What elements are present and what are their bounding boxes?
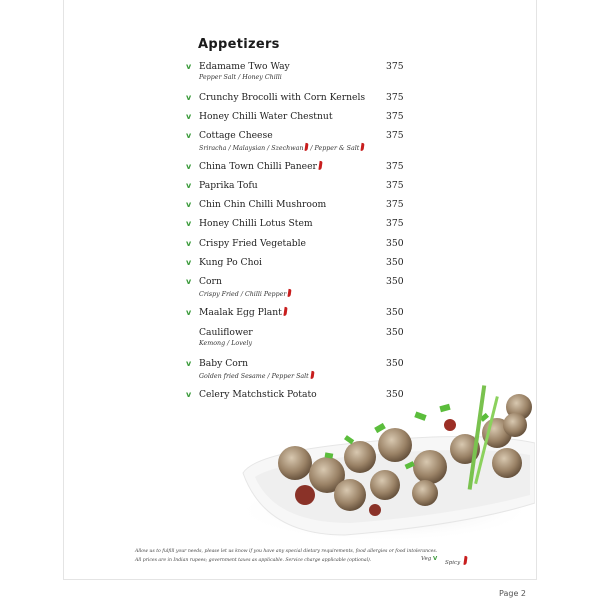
veg-icon: v xyxy=(186,181,192,190)
item-options-part: / Pepper & Salt xyxy=(308,145,360,152)
item-name: Edamame Two Way xyxy=(199,61,290,72)
veg-icon: v xyxy=(186,239,192,248)
item-options xyxy=(199,143,364,152)
veg-icon: v xyxy=(186,93,192,102)
veg-icon: v xyxy=(186,359,192,368)
item-name: China Town Chilli Paneer xyxy=(199,161,317,172)
legend-spicy-label: Spicy xyxy=(445,560,461,566)
item-price: 375 xyxy=(386,180,404,191)
veg-icon: v xyxy=(186,162,192,171)
veg-icon: v xyxy=(186,200,192,209)
item-options-text: Crispy Fried / Chilli Pepper xyxy=(199,291,287,298)
item-options-part: Sriracha / Malaysian / Szechwan xyxy=(199,145,304,152)
legend-veg xyxy=(421,556,437,562)
item-options-text: Golden fried Sesame / Pepper Salt xyxy=(199,373,309,380)
item-options xyxy=(199,371,314,380)
item-name: Maalak Egg Plant xyxy=(199,307,282,318)
dish-photo xyxy=(235,385,535,545)
item-name: Cauliflower xyxy=(199,327,253,338)
item-name: Honey Chilli Lotus Stem xyxy=(199,218,313,229)
section-title: Appetizers xyxy=(198,37,280,52)
item-price: 375 xyxy=(386,61,404,72)
item-price: 375 xyxy=(386,161,404,172)
item-name: Crispy Fried Vegetable xyxy=(199,238,306,249)
veg-icon: v xyxy=(186,308,192,317)
item-price: 350 xyxy=(386,257,404,268)
page-number: Page 2 xyxy=(499,589,526,598)
veg-legend-icon: V xyxy=(433,556,438,562)
legend-spicy xyxy=(445,556,467,566)
veg-icon: v xyxy=(186,112,192,121)
item-name: Chin Chin Chilli Mushroom xyxy=(199,199,327,210)
item-name: Kung Po Choi xyxy=(199,257,262,268)
item-price: 350 xyxy=(386,358,404,369)
chili-icon xyxy=(318,161,322,170)
chili-icon xyxy=(288,289,292,297)
item-price: 350 xyxy=(386,276,404,287)
item-options xyxy=(199,289,291,298)
item-name: Crunchy Brocolli with Corn Kernels xyxy=(199,92,366,103)
veg-icon: v xyxy=(186,258,192,267)
veg-icon: v xyxy=(186,277,192,286)
chili-icon xyxy=(310,371,314,379)
dietary-note: Allow us to fulfill your needs, please let us know if you have any special dietary requirements, food allergies or food intolerances. xyxy=(135,549,438,554)
legend-veg-label: Veg xyxy=(421,556,432,562)
item-price: 375 xyxy=(386,130,404,141)
item-price: 375 xyxy=(386,199,404,210)
item-name: Corn xyxy=(199,276,222,287)
item-name: Paprika Tofu xyxy=(199,180,258,191)
item-price: 375 xyxy=(386,218,404,229)
item-name: Honey Chilli Water Chestnut xyxy=(199,111,333,122)
item-name-wrap xyxy=(199,161,322,172)
item-price: 350 xyxy=(386,238,404,249)
item-price: 350 xyxy=(386,389,404,400)
item-options: Pepper Salt / Honey Chilli xyxy=(199,74,282,81)
item-price: 350 xyxy=(386,307,404,318)
item-price: 375 xyxy=(386,92,404,103)
tax-note: All prices are in Indian rupees; government taxes as applicable. Service charge applicable (optional). xyxy=(135,558,372,563)
veg-icon: v xyxy=(186,131,192,140)
item-name-wrap xyxy=(199,307,287,318)
item-price: 375 xyxy=(386,111,404,122)
veg-icon: v xyxy=(186,62,192,71)
chili-icon xyxy=(463,556,467,565)
item-name: Celery Matchstick Potato xyxy=(199,389,317,400)
veg-icon: v xyxy=(186,219,192,228)
item-options: Kemong / Lovely xyxy=(199,340,253,347)
item-name: Cottage Cheese xyxy=(199,130,273,141)
item-price: 350 xyxy=(386,327,404,338)
item-name: Baby Corn xyxy=(199,358,249,369)
veg-icon: v xyxy=(186,390,192,399)
chili-icon xyxy=(283,307,287,316)
chili-icon xyxy=(361,143,365,151)
